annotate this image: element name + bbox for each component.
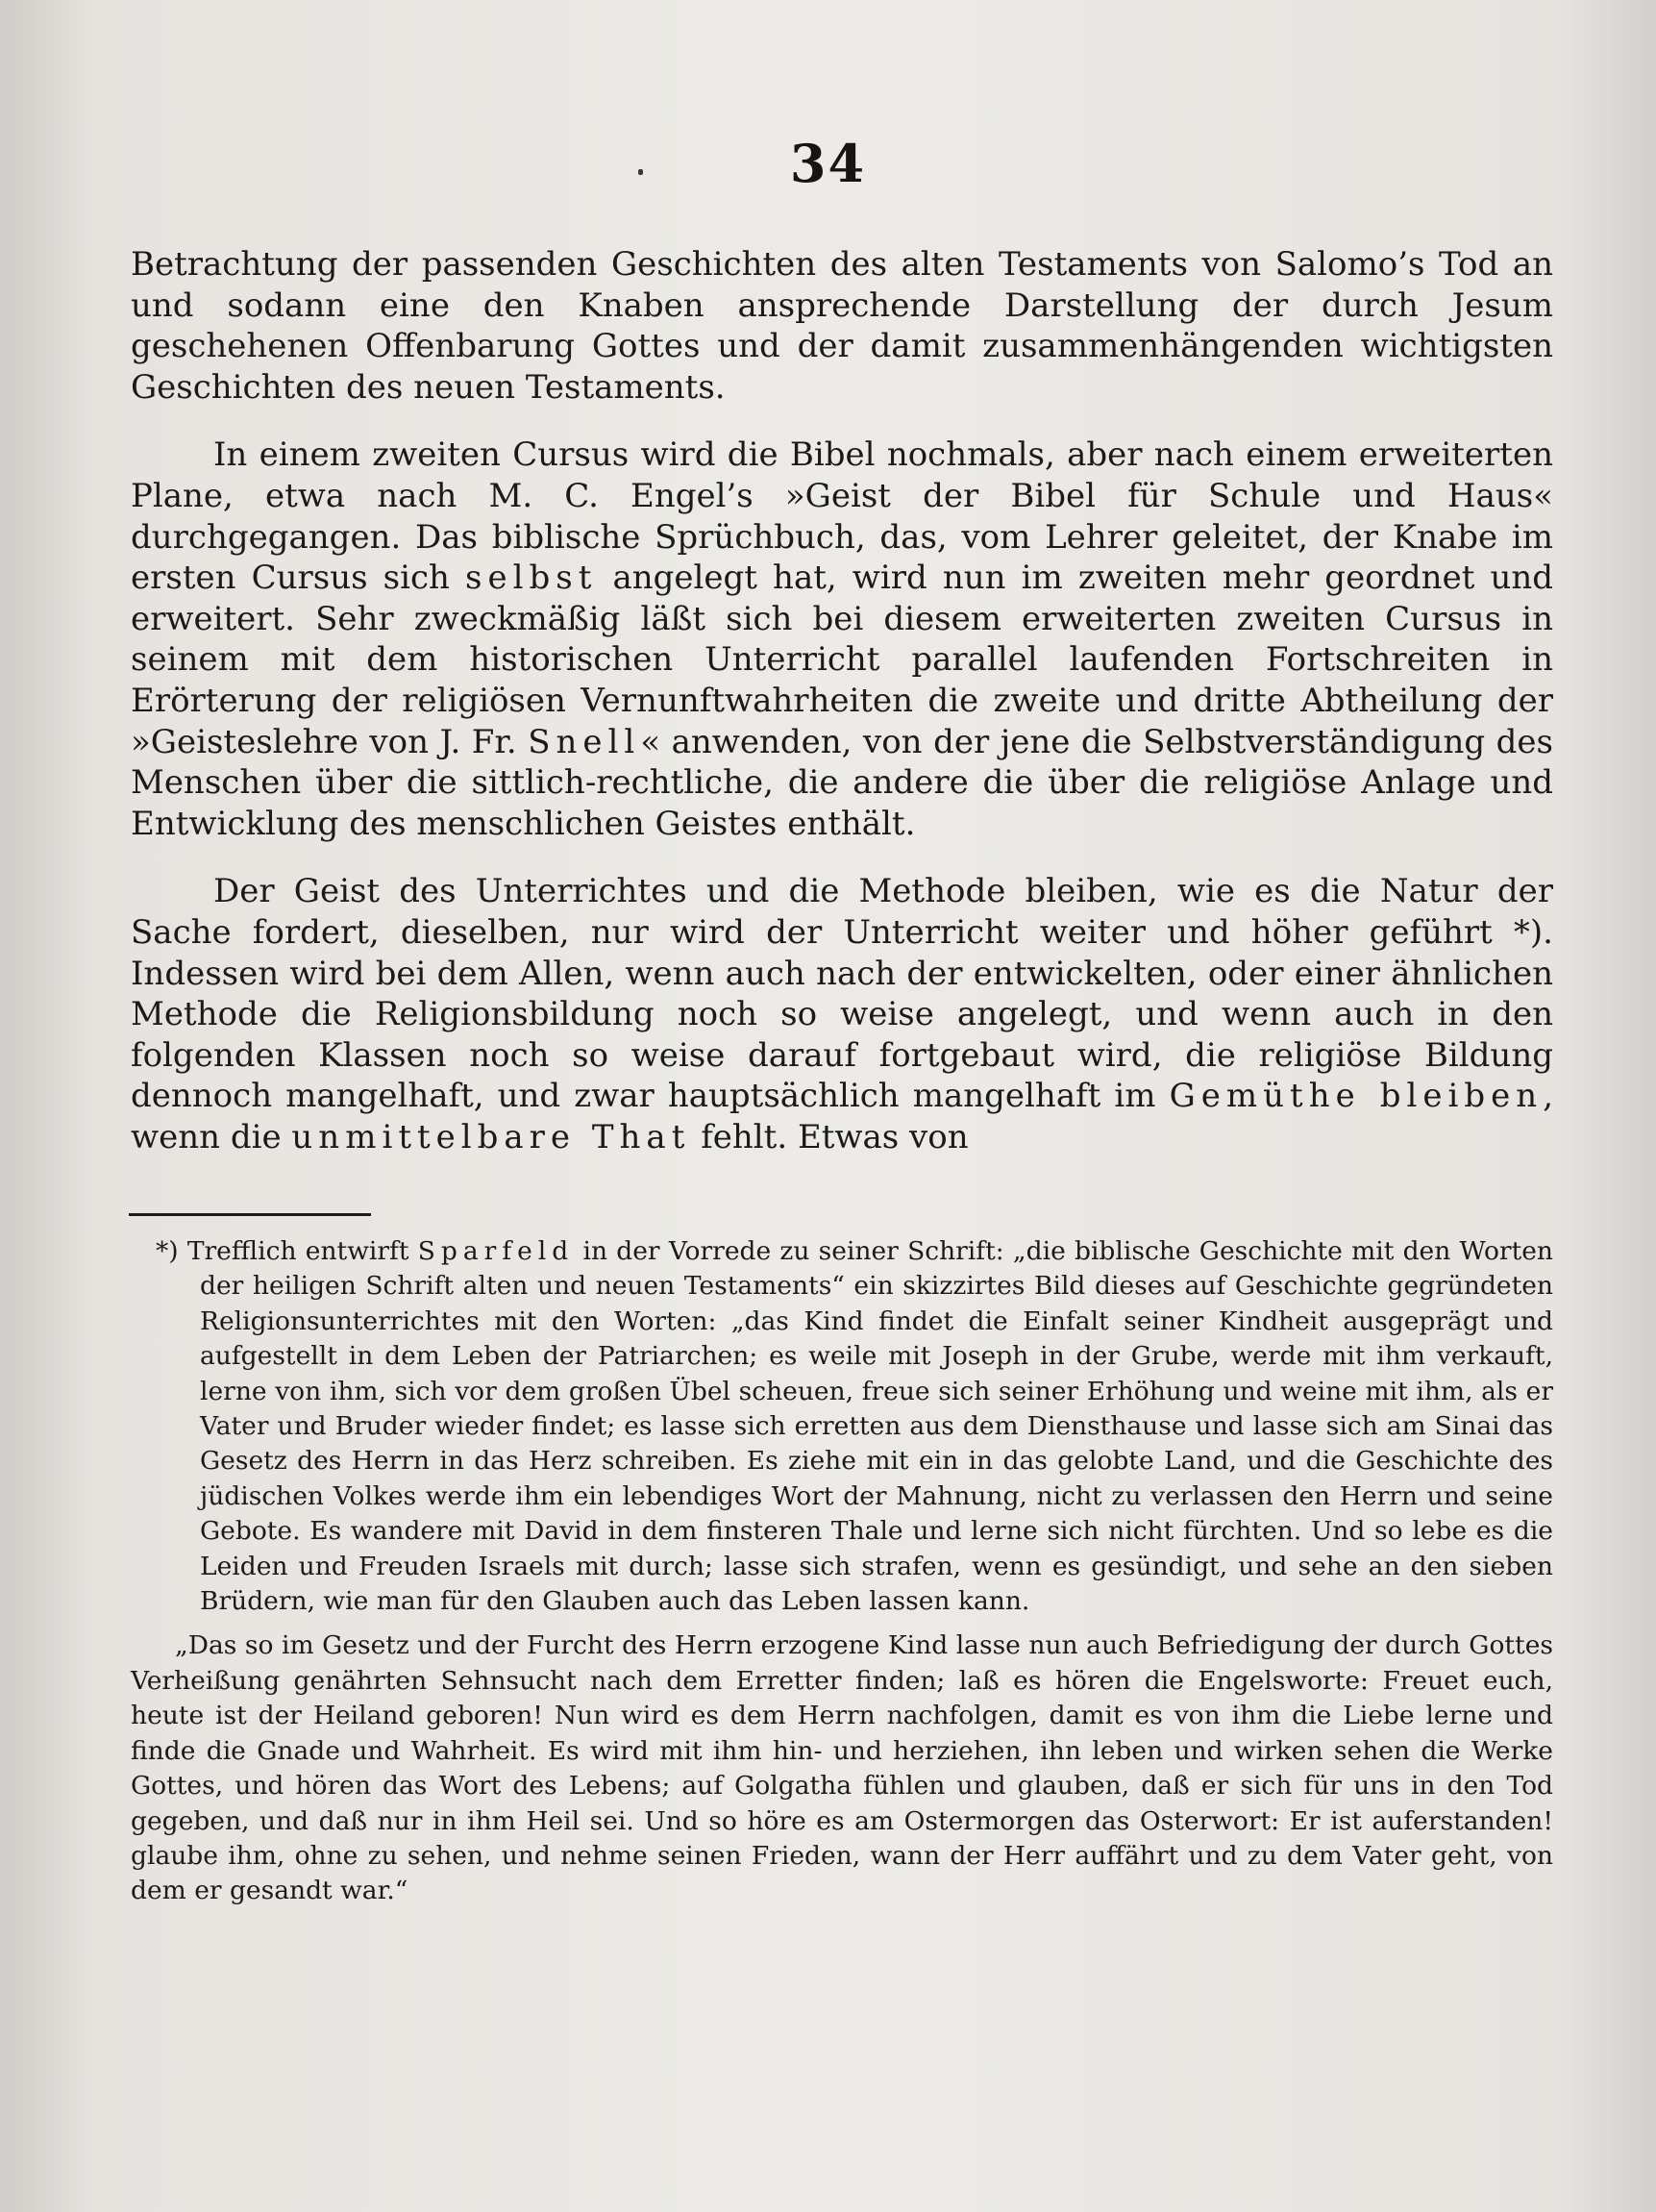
footnote-divider [129,1213,371,1216]
paragraph-text: , wenn die [131,1077,1554,1156]
emphasized-phrase: unmittelbare That [291,1117,691,1156]
footnote-quote: „Das so im Gesetz und der Furcht des Herrn erzogene Kind lasse nun auch Befriedigung der durch Gottes Verheißung genährten Sehnsucht nach dem Erretter finden; laß es hören die Engelsworte: Freuet euch, heute ist der Heiland geboren! Nun wird es dem Herrn nachfolgen, damit es von ihm die Liebe lerne und finde die Gnade und Wahrheit. Es wird mit ihm hin- und herziehen, ihn leben und wirken sehen die Werke Gottes, und hören das Wort des Lebens; auf Golgatha fühlen und glauben, daß er sich für uns in den Tod gegeben, und daß nur in ihm Heil sei. Und so höre es am Ostermorgen das Osterwort: Er ist auferstanden! glaube ihm, ohne zu sehen, und nehme seinen Frieden, wann der Herr auffährt und zu dem Vater geht, von dem er gesandt war.“ [131,1630,1553,1906]
emphasized-name: Sparfeld [417,1236,575,1266]
footnote-paragraph [131,1234,1553,1619]
paragraph-text: « anwenden, von der jene die Selbstverständigung des Menschen über die sittlich-rechtliche, die andere die über die religiöse Anlage und Entwicklung des menschlichen Geistes enthält. [131,722,1554,843]
paragraph-continuation: Betrachtung der passenden Geschichten des alten Testaments von Salomo’s Tod an und sodann eine den Knaben ansprechende Darstellung der durch Jesum geschehenen Offenbarung Gottes und der damit zusammenhängenden wichtigsten Geschichten des neuen Testaments. [131,245,1553,407]
emphasized-word: selbst [465,559,598,598]
page-number: 34 [789,133,867,194]
footnote-marker: *) [156,1236,179,1266]
main-text [131,244,1553,1157]
emphasized-phrase: Gemüthe bleiben [1169,1077,1544,1116]
footnote-text: Trefflich entwirft [186,1236,409,1266]
ink-speck [638,169,643,175]
footnote [131,1234,1553,1909]
paragraph-text: fehlt. Etwas von [701,1117,969,1156]
emphasized-name: Snell [528,722,641,761]
paragraph-second-cursus [131,435,1553,844]
paragraph-text: angelegt hat, wird nun im zweiten mehr geordnet und erweitert. Sehr zweckmäßig läßt sich bei diesem erweiterten zweiten Cursus in seinem mit dem historischen Unterricht parallel laufenden Fortschreiten in Erörterung der religiösen Vernunftwahrheiten die zweite und dritte Abtheilung der »Geisteslehre von J. Fr. [131,559,1554,761]
footnote-text: in der Vorrede zu seiner Schrift: „die biblische Geschichte mit den Worten der heiligen Schrift alten und neuen Testaments“ ein skizzirtes Bild dieses auf Geschichte gegründeten Religionsunterrichtes mit den Worten: „das Kind findet die Einfalt seiner Kindheit ausgeprägt und aufgestellt in dem Leben der Patriarchen; es weile mit Joseph in der Grube, werde mit ihm verkauft, lerne von ihm, sich vor dem großen Übel scheuen, freue sich seiner Erhöhung und weine mit ihm, als er Vater und Bruder wieder findet; es lasse sich erretten aus dem Diensthause und lasse sich am Sinai das Gesetz des Herrn in das Herz schreiben. Es ziehe mit ein in das gelobte Land, und die Geschichte des jüdischen Volkes werde ihm ein lebendiges Wort der Mahnung, nicht zu verlassen den Herrn und seine Gebote. Es wandere mit David in dem finsteren Thale und lerne sich nicht fürchten. Und so lebe es die Leiden und Freuden Israels mit durch; lasse sich strafen, wenn es gesündigt, und sehe an den sieben Brüdern, wie man für den Glauben auch das Leben lassen kann. [200,1236,1553,1617]
paragraph-method [131,871,1553,1157]
paragraph-text: Der Geist des Unterrichtes und die Methode bleiben, wie es die Natur der Sache fordert, dieselben, nur wird der Unterricht weiter und höher geführt *). Indessen wird bei dem Allen, wenn auch nach der entwickelten, oder einer ähnlichen Methode die Religionsbildung noch so weise angelegt, und wenn auch in den folgenden Klassen noch so weise darauf fortgebaut wird, die religiöse Bildung dennoch mangelhaft, und zwar hauptsächlich mangelhaft im [131,872,1553,1116]
paragraph-text: In einem zweiten Cursus wird die Bibel nochmals, aber nach einem erweiterten Plane, etwa nach M. C. Engel’s »Geist der Bibel für Schule und Haus« durchgegangen. Das biblische Sprüchbuch, das, vom Lehrer geleitet, der Knabe im ersten Cursus sich [131,435,1553,598]
